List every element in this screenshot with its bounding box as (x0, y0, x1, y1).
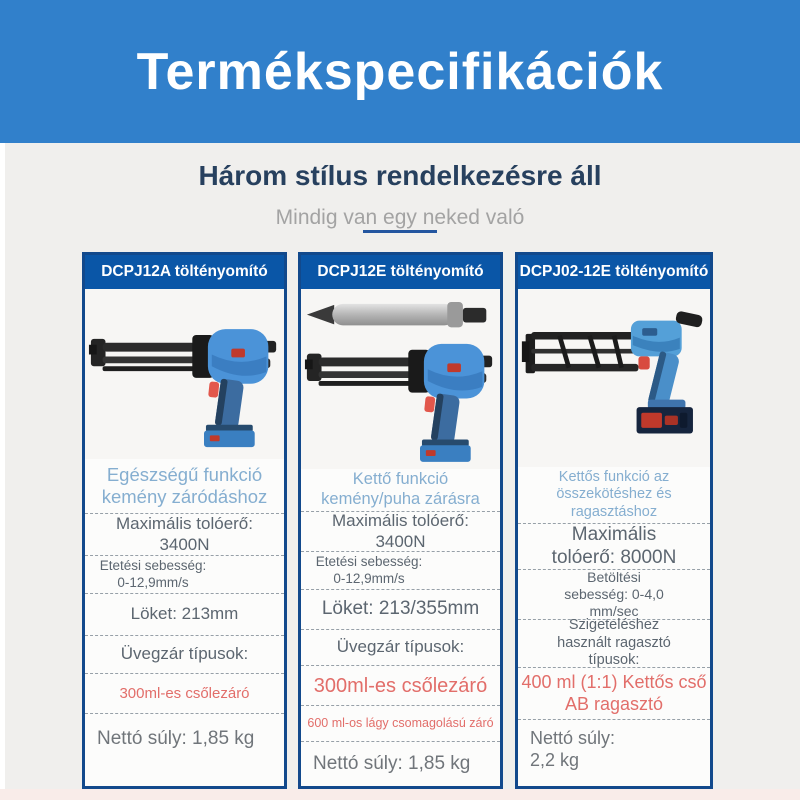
bottom-accent-strip (0, 789, 800, 800)
spec-max-force: Maximális tolóerő: 3400N (301, 511, 500, 551)
spec-feed-rate: Betöltési sebesség: 0-4,0 mm/sec (518, 569, 710, 619)
page-header (0, 0, 800, 143)
spec-net-weight: Nettó súly: 1,85 kg (301, 741, 500, 786)
spec-seal-type: 300ml-es csőlezáró (85, 673, 284, 713)
card-title: DCPJ02-12E töltényomító (518, 255, 710, 289)
card-title: DCPJ12E töltényomító (301, 255, 500, 289)
spec-net-weight: Nettó súly: 1,85 kg (85, 713, 284, 786)
product-card-dcpj12e (298, 252, 503, 789)
product-image-box (85, 289, 284, 459)
spec-seal-type-2: 600 ml-os lágy csomagolású záró (301, 705, 500, 741)
spec-net-weight: Nettó súly: 2,2 kg (518, 719, 710, 786)
spec-feed-rate: Etetési sebesség: 0-12,9mm/s (301, 551, 500, 589)
intro-subheading: Mindig van egy neked való (275, 206, 525, 229)
spec-feed-rate: Etetési sebesség: 0-12,9mm/s (85, 555, 284, 593)
cordless-caulking-gun-with-barrel-image (303, 293, 498, 465)
spec-stroke: Löket: 213/355mm (301, 589, 500, 629)
card-title: DCPJ12A töltényomító (85, 255, 284, 289)
function-description: Kettős funkció az összekötéshez és ragasztáshoz (556, 468, 672, 520)
product-image-box (518, 289, 710, 467)
dual-cartridge-adhesive-gun-image (520, 294, 708, 462)
function-description: Egészségű funkció kemény záródáshoz (101, 463, 268, 507)
spec-max-force: Maximális tolóerő: 3400N (85, 513, 284, 555)
spec-seal-types-label: Üvegzár típusok: (85, 635, 284, 673)
spec-seal-type-1: 300ml-es csőlezáró (301, 665, 500, 705)
spec-adhesive-type: 400 ml (1:1) Kettős cső AB ragasztó (518, 667, 710, 719)
product-card-dcpj02-12e (515, 252, 713, 789)
intro-heading: Három stílus rendelkezésre áll (198, 160, 602, 191)
accent-underline (363, 230, 437, 233)
spec-adhesive-types-label: Szigeteléshez használt ragasztó típusok: (518, 619, 710, 667)
spec-seal-types-label: Üvegzár típusok: (301, 629, 500, 665)
cordless-caulking-gun-image (87, 294, 282, 454)
product-card-dcpj12a (82, 252, 287, 789)
spec-max-force: Maximális tolóerő: 8000N (518, 523, 710, 569)
left-margin-strip (0, 143, 5, 790)
page-title: Termékspecifikációk (136, 42, 664, 101)
product-image-box (301, 289, 500, 469)
spec-stroke: Löket: 213mm (85, 593, 284, 635)
function-description: Kettő funkció kemény/puha zárásra (321, 470, 480, 508)
